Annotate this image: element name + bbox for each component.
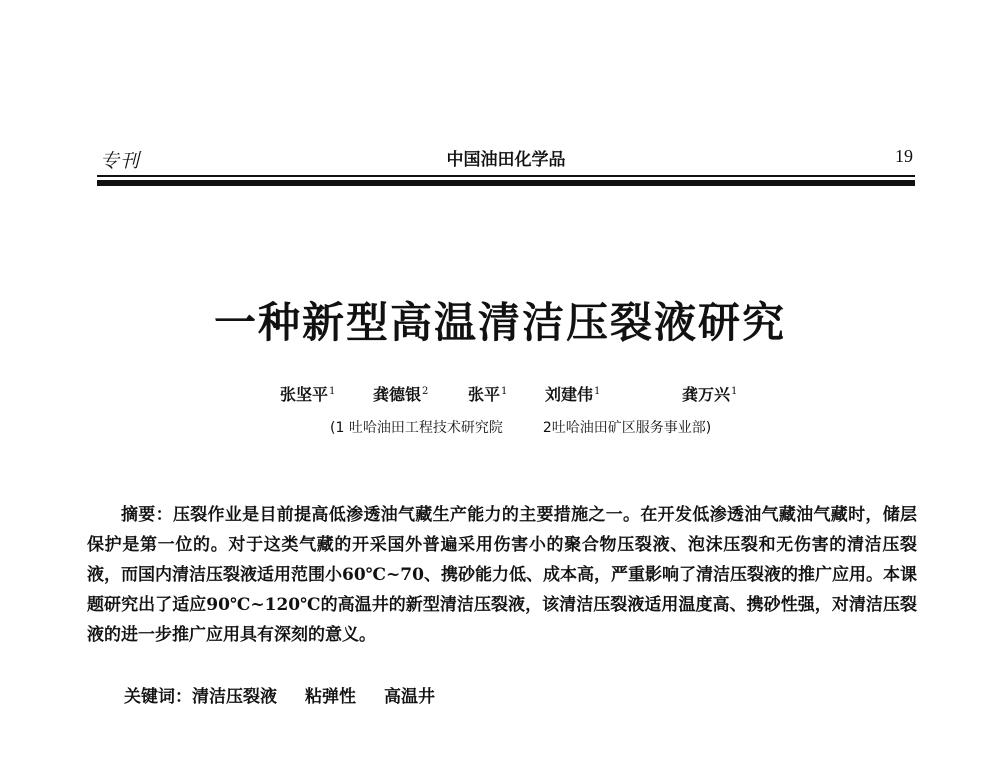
article-title: 一种新型高温清洁压裂液研究 [213, 298, 786, 347]
page-number: 19 [895, 146, 913, 166]
abstract-label: 摘要： [121, 505, 173, 525]
page-header [97, 142, 915, 172]
keywords [124, 682, 463, 707]
author-5: 龚万兴$^1$ [682, 385, 738, 404]
affiliation-2: 2吐哈油田矿区服务事业部) [542, 420, 712, 436]
author-4: 刘建伟$^1$ [545, 385, 601, 404]
abstract [87, 500, 917, 650]
author-list [250, 382, 810, 408]
author-2: 龚德银$^2$ [373, 385, 429, 404]
keywords-label: 关键词： [124, 687, 192, 707]
header-rule-thin [97, 175, 915, 177]
affiliations [330, 417, 751, 437]
author-1: 张坚平$^1$ [280, 385, 336, 404]
header-rule-thick [97, 180, 915, 186]
keyword-item: 高温井 [384, 687, 435, 707]
journal-name: 中国油田化学品 [446, 150, 566, 170]
section-label: 专刊 [100, 150, 141, 172]
keyword-item: 清洁压裂液 [192, 687, 277, 707]
abstract-text: 压裂作业是目前提高低渗透油气藏生产能力的主要措施之一。在开发低渗透油气藏油气藏时，储层保护是第一位的。对于这类气藏的开采国外普遍采用伤害小的聚合物压裂液、泡沫压裂和无伤害的清洁压裂液，而国内清洁压裂液适用范围小60℃~70、携砂能力低、成本高，严重影响了清洁压裂液的推广应用。本课题研究出了适应90℃~120℃的高温井的新型清洁压裂液，该清洁压裂液适用温度高、携砂性强，对清洁压裂液的进一步推广应用具有深刻的意义。 [87, 505, 918, 645]
author-3: 张平$^1$ [468, 385, 508, 404]
affiliation-1: (1 吐哈油田工程技术研究院 [330, 420, 503, 436]
keyword-item: 粘弹性 [305, 687, 356, 707]
